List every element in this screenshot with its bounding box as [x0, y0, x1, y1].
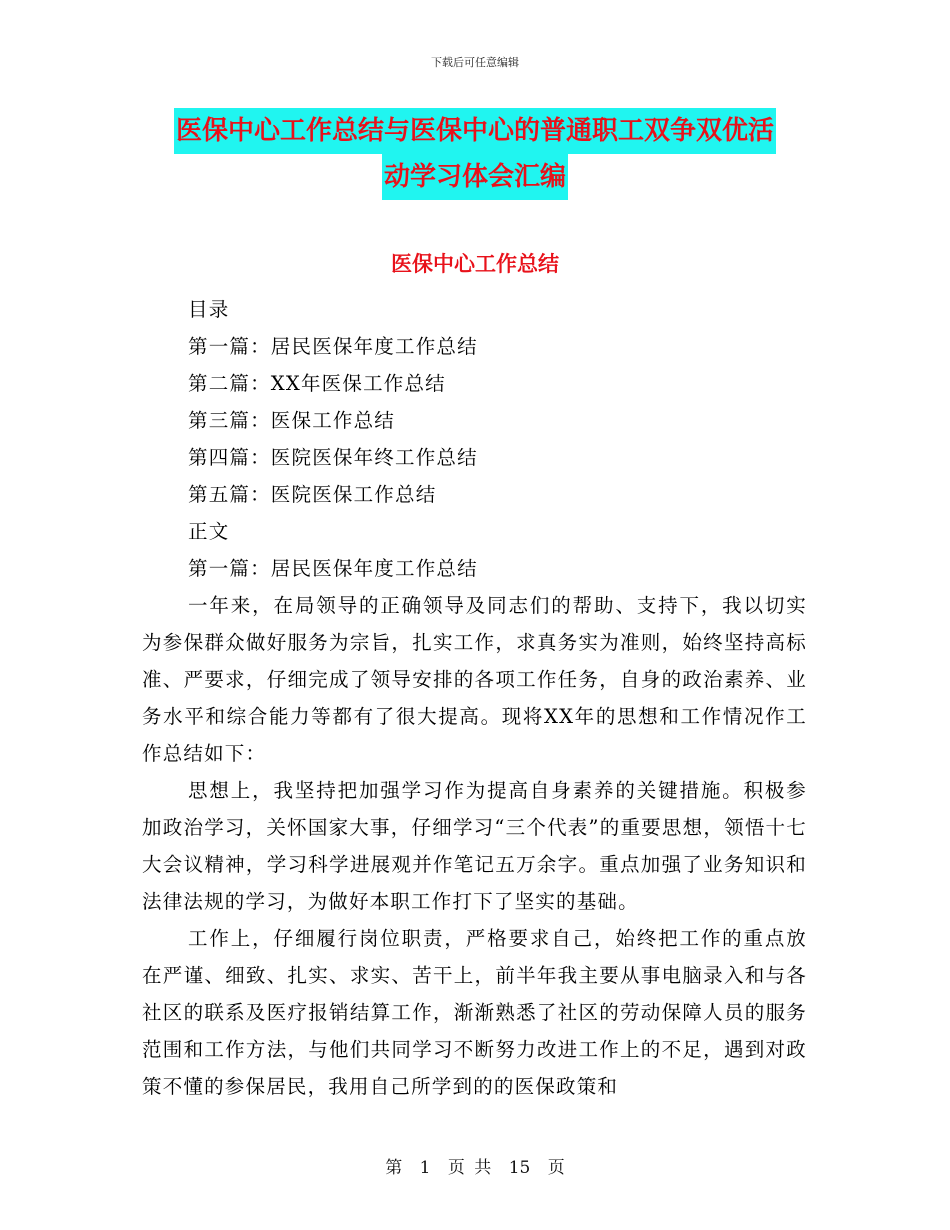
- toc-item: 第五篇：医院医保工作总结: [188, 483, 437, 506]
- body-paragraph: 思想上，我坚持把加强学习作为提高自身素养的关键措施。积极参加政治学习，关怀国家大事，仔细学习“三个代表”的重要思想，领悟十七大会议精神，学习科学进展观并作笔记五万余字。重点加强了业务知识和法律法规的学习，为做好本职工作打下了坚实的基础。: [142, 779, 807, 913]
- footer-total-pages: 15: [508, 1158, 531, 1178]
- document-title: [140, 108, 810, 200]
- footer-suffix: 页: [547, 1158, 565, 1178]
- footer-middle: 页 共: [447, 1158, 492, 1178]
- toc-heading: 目录: [188, 298, 230, 321]
- toc-item: 第四篇：医院医保年终工作总结: [188, 446, 478, 469]
- footer-page-number: 1: [419, 1158, 431, 1178]
- body-paragraph: 工作上，仔细履行岗位职责，严格要求自己，始终把工作的重点放在严谨、细致、扎实、求实、苦干上，前半年我主要从事电脑录入和与各社区的联系及医疗报销结算工作，渐渐熟悉了社区的劳动保障人员的服务范围和工作方法，与他们共同学习不断努力改进工作上的不足，遇到对政策不懂的参保居民，我用自己所学到的的医保政策和: [142, 927, 807, 1098]
- header-note: 下载后可任意编辑: [431, 56, 519, 69]
- document-title-line-1: 医保中心工作总结与医保中心的普通职工双争双优活: [174, 108, 776, 154]
- chapter-title: 第一篇：居民医保年度工作总结: [188, 557, 478, 580]
- body-paragraph: 一年来，在局领导的正确领导及同志们的帮助、支持下，我以切实为参保群众做好服务为宗旨，扎实工作，求真务实为准则，始终坚持高标准、严要求，仔细完成了领导安排的各项工作任务，自身的政治素养、业务水平和综合能力等都有了很大提高。现将XX年的思想和工作情况作工作总结如下：: [142, 594, 807, 765]
- footer-prefix: 第: [385, 1158, 403, 1178]
- toc-item: 第二篇：XX年医保工作总结: [188, 372, 446, 395]
- document-body: [142, 291, 807, 1105]
- toc-item: 第三篇：医保工作总结: [188, 409, 396, 432]
- section-title: 医保中心工作总结: [391, 252, 559, 276]
- body-heading: 正文: [188, 520, 230, 543]
- document-title-line-2: 动学习体会汇编: [382, 154, 568, 200]
- page-footer: [0, 1153, 950, 1178]
- toc-item: 第一篇：居民医保年度工作总结: [188, 335, 478, 358]
